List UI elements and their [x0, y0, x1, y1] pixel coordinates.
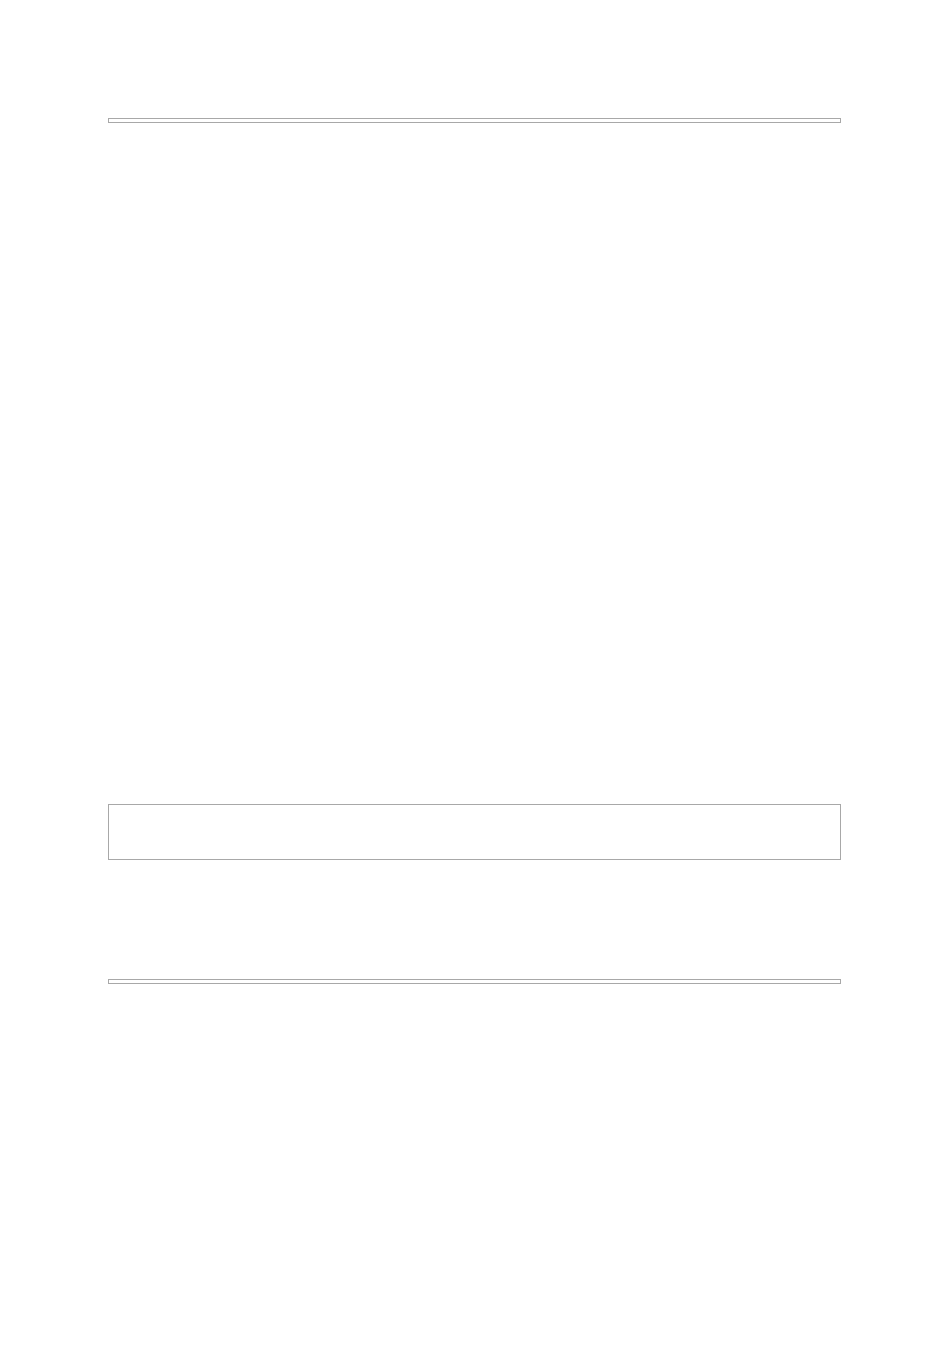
table-row [112, 808, 837, 850]
www-site-distribution-table [108, 979, 841, 984]
domain-total-table [108, 804, 841, 860]
domain-count-table [108, 118, 841, 123]
